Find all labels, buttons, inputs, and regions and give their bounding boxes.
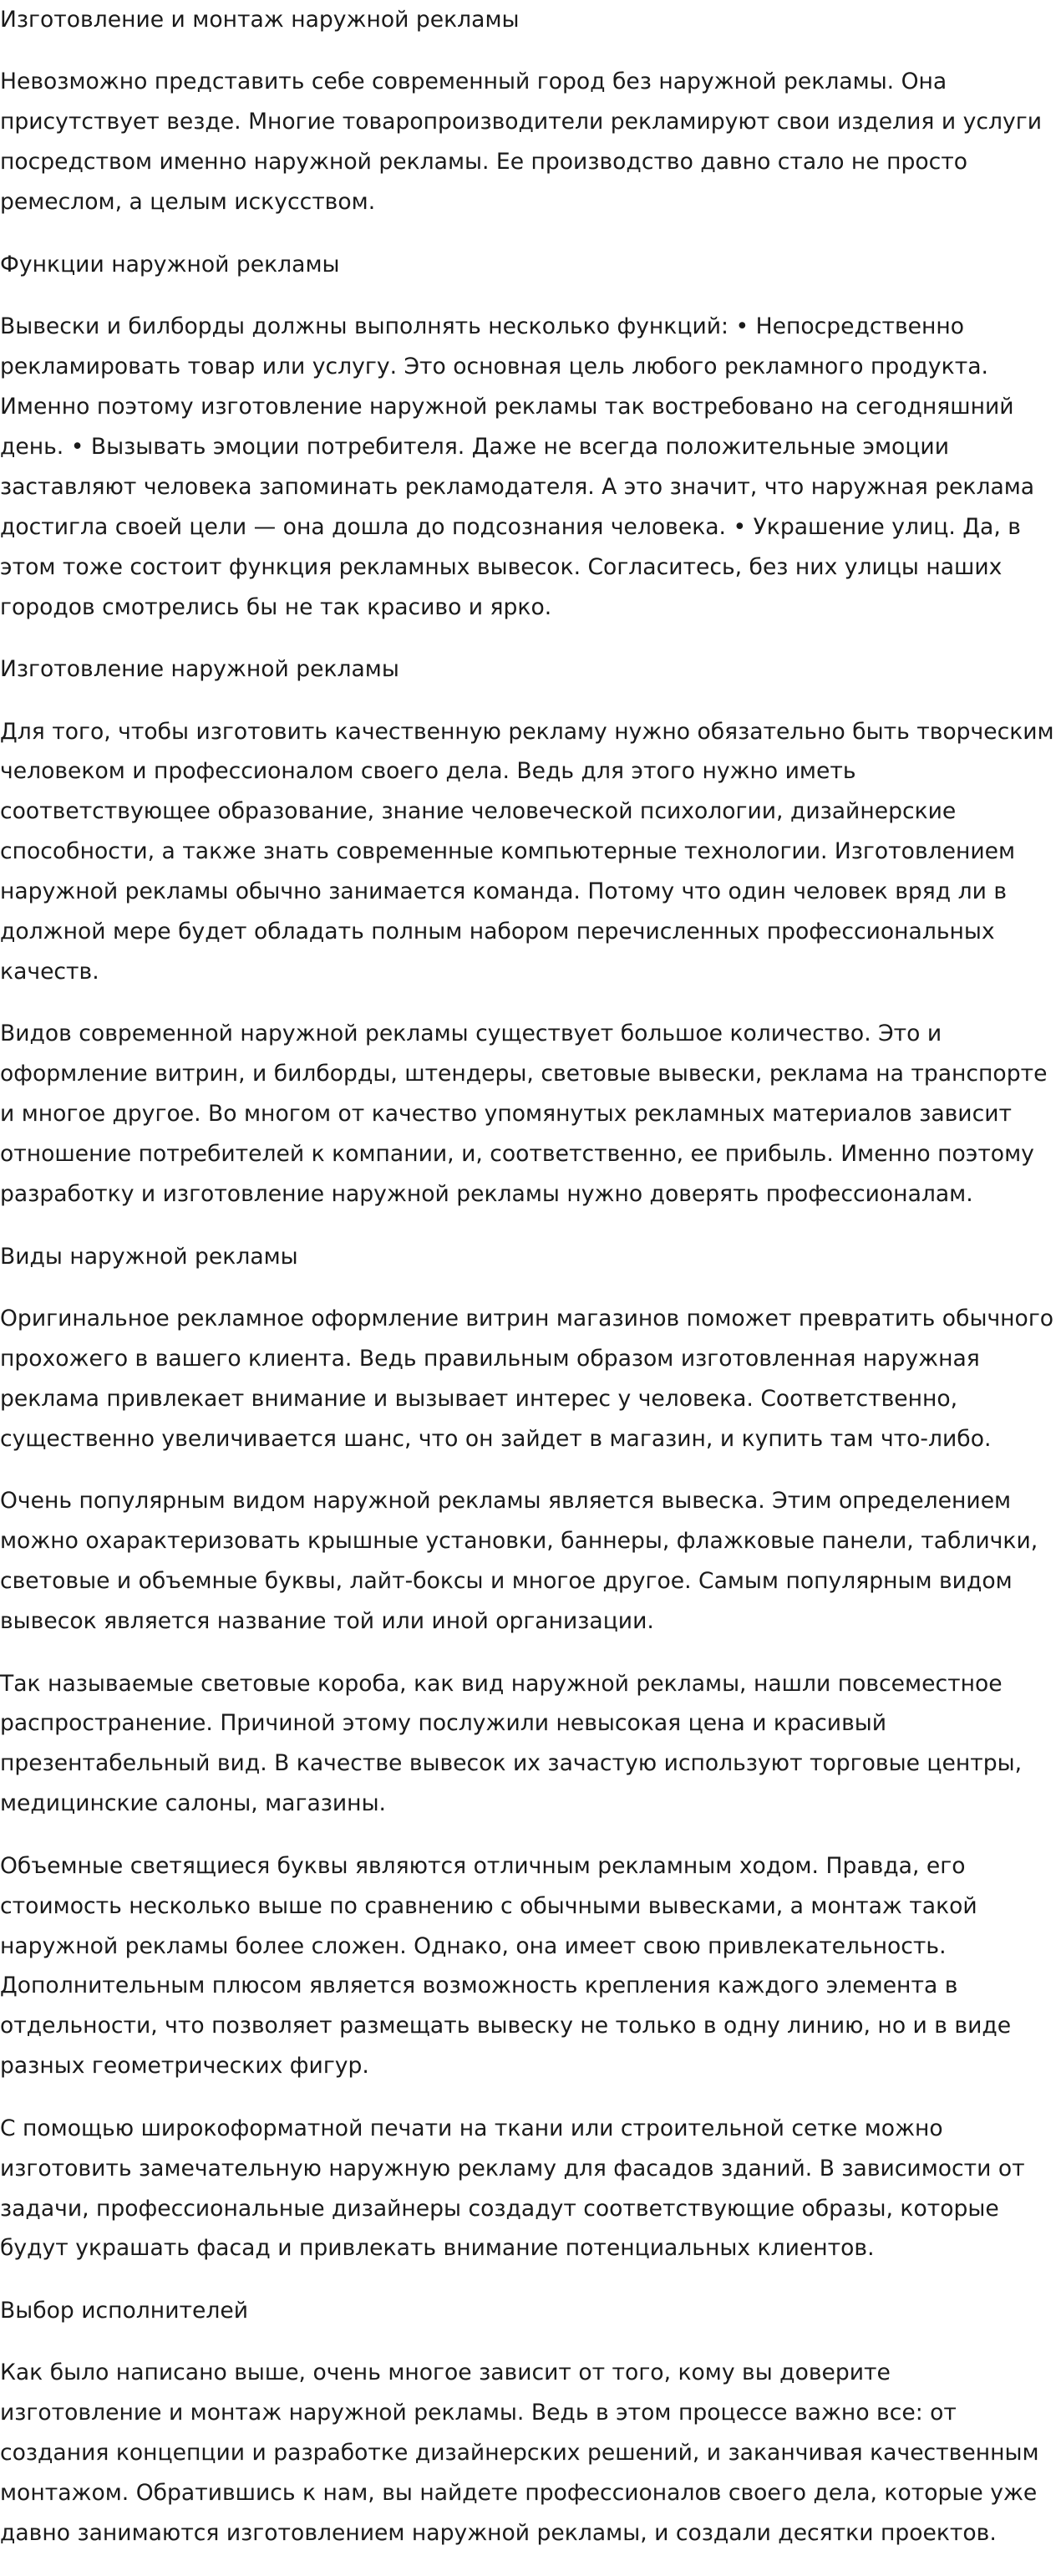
functions-paragraph: Вывески и билборды должны выполнять несколько функций: • Непосредственно рекламировать товар или услугу. Это основная цель любого рекламного продукта. Именно поэтому изготовление наружной рекламы так востребовано на сегодняшний день. • Вызывать эмоции потребителя. Даже не всегда положительные эмоции заставляют человека запоминать рекламодателя. А это значит, что наружная реклама достигла своей цели — она дошла до подсознания человека. • Украшение улиц. Да, в этом тоже состоит функция рекламных вывесок. Согласитесь, без них улицы наших городов смотрелись бы не так красиво и ярко. [0, 313, 1035, 620]
intro-paragraph: Невозможно представить себе современный город без наружной рекламы. Она присутствует везде. Многие товаропроизводители рекламируют свои изделия и услуги посредством именно наружной рекламы. Ее производство давно стало не просто ремеслом, а целым искусством. [0, 69, 1042, 216]
types-paragraph-5: С помощью широкоформатной печати на ткани или строительной сетке можно изготовить замечательную наружную рекламу для фасадов зданий. В зависимости от задачи, профессиональные дизайнеры создадут соответствующие образы, которые будут украшать фасад и привлекать внимание потенциальных клиентов. [0, 2115, 1025, 2262]
types-paragraph-3: Так называемые световые короба, как вид наружной рекламы, нашли повсеместное распространение. Причиной этому послужили невысокая цена и красивый презентабельный вид. В качестве вывесок их зачастую используют торговые центры, медицинские салоны, магазины. [0, 1670, 1023, 1817]
section-heading-production: Изготовление наружной рекламы [0, 656, 399, 683]
section-heading-functions: Функции наружной рекламы [0, 251, 340, 277]
production-paragraph-1: Для того, чтобы изготовить качественную рекламу нужно обязательно быть творческим человеком и профессионалом своего дела. Ведь для этого нужно иметь соответствующее образование, знание человеческой психологии, дизайнерские способности, а также знать современные компьютерные технологии. Изготовлением наружной рекламы обычно занимается команда. Потому что один человек вряд ли в должной мере будет обладать полным набором перечисленных профессиональных качеств. [0, 718, 1054, 985]
section-heading-contractors: Выбор исполнителей [0, 2297, 248, 2324]
page-title: Изготовление и монтаж наружной рекламы [0, 7, 520, 33]
types-paragraph-1: Оригинальное рекламное оформление витрин магазинов поможет превратить обычного прохожего в вашего клиента. Ведь правильным образом изготовленная наружная реклама привлекает внимание и вызывает интерес у человека. Соответственно, существенно увеличивается шанс, что он зайдет в магазин, и купить там что-либо. [0, 1306, 1054, 1452]
types-paragraph-4: Объемные светящиеся буквы являются отличным рекламным ходом. Правда, его стоимость несколько выше по сравнению с обычными вывесками, а монтаж такой наружной рекламы более сложен. Однако, она имеет свою привлекательность. Дополнительным плюсом является возможность крепления каждого элемента в отдельности, что позволяет размещать вывеску не только в одну линию, но и в виде разных геометрических фигур. [0, 1852, 1012, 2080]
production-paragraph-2: Видов современной наружной рекламы существует большое количество. Это и оформление витрин, и билборды, штендеры, световые вывески, реклама на транспорте и многое другое. Во многом от качество упомянутых рекламных материалов зависит отношение потребителей к компании, и, соответственно, ее прибыль. Именно поэтому разработку и изготовление наружной рекламы нужно доверять профессионалам. [0, 1021, 1048, 1208]
section-heading-types: Виды наружной рекламы [0, 1243, 298, 1270]
contractors-paragraph: Как было написано выше, очень многое зависит от того, кому вы доверите изготовление и монтаж наружной рекламы. Ведь в этом процессе важно все: от создания концепции и разработке дизайнерских решений, и заканчивая качественным монтажом. Обратившись к нам, вы найдете профессионалов своего дела, которые уже давно занимаются изготовлением наружной рекламы, и создали десятки проектов. [0, 2360, 1039, 2547]
types-paragraph-2: Очень популярным видом наружной рекламы является вывеска. Этим определением можно охарактеризовать крышные установки, баннеры, флажковые панели, таблички, световые и объемные буквы, лайт-боксы и многое другое. Самым популярным видом вывесок является название той или иной организации. [0, 1488, 1038, 1634]
